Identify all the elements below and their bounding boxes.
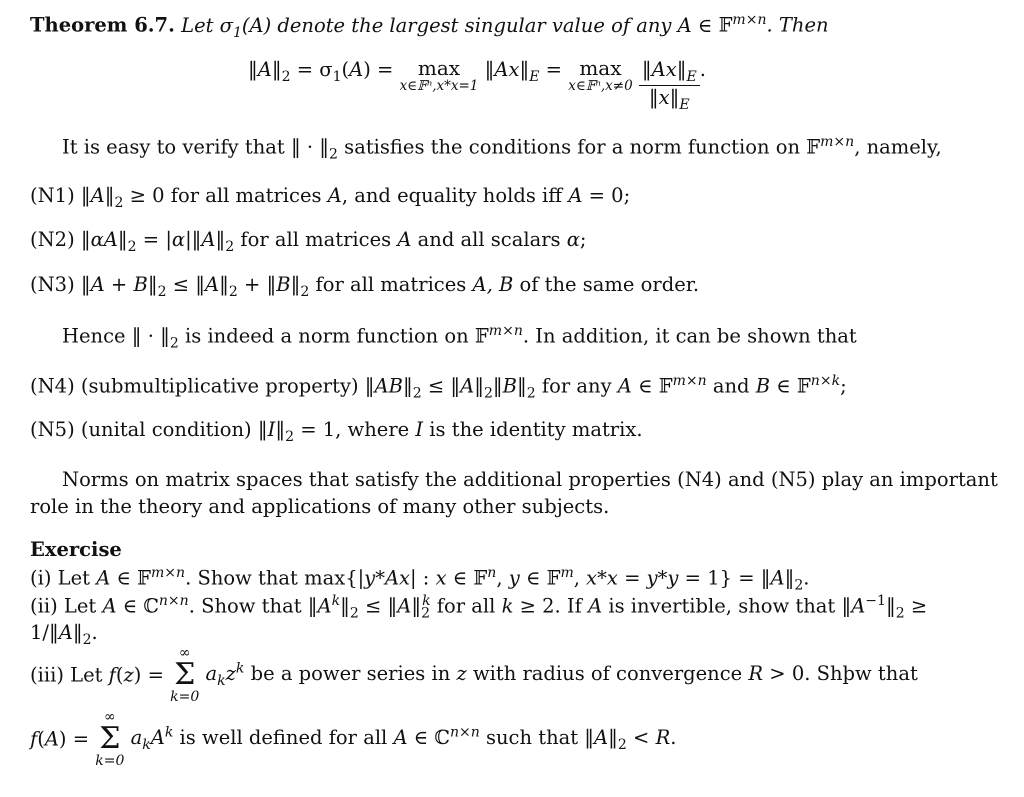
hence-paragraph: Hence ‖ · $‖_2$ is indeed a norm function on 𝔽$^{m\times n}$. In addition, it can be shown that bbox=[62, 323, 857, 352]
theorem-display-equation: $‖A‖_2 = \sigma_1(A)$ = max x∈𝔽ⁿ,x*x=1 $‖Ax‖_E$ = max x∈𝔽ⁿ,x≠0 $\frac{‖Ax‖_E}{‖x‖_E}$ . bbox=[248, 56, 706, 113]
exercise-part-i-label: (i) bbox=[30, 566, 52, 590]
exercise-part-iii-cont: f(A) = ∞ Σ k=0 $a_kA^k$ is well defined for all A ∈ ℂ$^{n\times n}$ such that $‖A‖_2 < R$. bbox=[30, 709, 677, 769]
exercise-heading: Exercise bbox=[30, 538, 122, 561]
condition-n2: (N2) $‖\alpha A‖_2$ = $|\alpha|‖A‖_2$ for all matrices A and all scalars α; bbox=[30, 228, 587, 255]
exercise-part-ii: (ii) Let A ∈ ℂ$^{n\times n}$. Show that $‖A^k‖_2$ ≤ $‖A‖_2^k$ for all k ≥ 2. If A is invertible, show that $‖A^{-1}‖_2$ ≥ bbox=[30, 593, 928, 622]
exercise-part-iii-label: (iii) bbox=[30, 663, 64, 687]
condition-n3-label: (N3) bbox=[30, 273, 75, 296]
condition-n1: (N1) $‖A‖_2 \ge 0$ for all matrices A, and equality holds iff A = 0; bbox=[30, 184, 631, 211]
exercise-part-i: (i) Let A ∈ 𝔽$^{m\times n}$. Show that max{|y*Ax| : x ∈ 𝔽$^n$, y ∈ 𝔽$^m$, $x*x = y*y = 1\} = ‖A‖_2$. bbox=[30, 565, 810, 594]
condition-n1-label: (N1) bbox=[30, 184, 75, 207]
sum-symbol-2: ∞ Σ k=0 bbox=[95, 709, 125, 769]
condition-n4: (N4) (submultiplicative property) $‖AB‖_2$ ≤ $‖A‖_2‖B‖_2$ for any A ∈ 𝔽$^{m\times n}$ and B ∈ 𝔽$^{n\times k}$; bbox=[30, 373, 847, 402]
condition-n4-label: (N4) bbox=[30, 374, 75, 398]
exercise-part-ii-cont: $1/‖A‖_2$. bbox=[30, 621, 98, 648]
intro-paragraph: It is easy to verify that ‖ · $‖_2$ satisfies the conditions for a norm function on 𝔽$^{m\times n}$, namely, bbox=[62, 134, 942, 163]
theorem-statement: Theorem 6.7. Let $\sigma_1(A)$ denote the largest singular value of any A ∈ 𝔽$^{m\times n}$. Then bbox=[30, 12, 829, 41]
norms-paragraph-line1: Norms on matrix spaces that satisfy the additional properties (N4) and (N5) play an important bbox=[62, 468, 998, 491]
condition-n5-label: (N5) bbox=[30, 418, 75, 441]
exercise-part-iii: (iii) Let f(z) = ∞ Σ k=0 $a_kz^k$ be a power series in z with radius of convergence R > 0. Shþw that bbox=[30, 645, 918, 705]
condition-n5: (N5) (unital condition) $‖I‖_2 = 1$, where I is the identity matrix. bbox=[30, 418, 643, 445]
sum-symbol: ∞ Σ k=0 bbox=[170, 645, 200, 705]
norms-paragraph-line2: role in the theory and applications of many other subjects. bbox=[30, 495, 610, 518]
condition-n2-label: (N2) bbox=[30, 228, 75, 251]
theorem-label: Theorem 6.7. bbox=[30, 13, 175, 37]
condition-n3: (N3) ‖A + $B‖_2$ ≤ $‖A‖_2$ + $‖B‖_2$ for all matrices A, B of the same order. bbox=[30, 273, 700, 300]
exercise-part-ii-label: (ii) bbox=[30, 594, 58, 618]
